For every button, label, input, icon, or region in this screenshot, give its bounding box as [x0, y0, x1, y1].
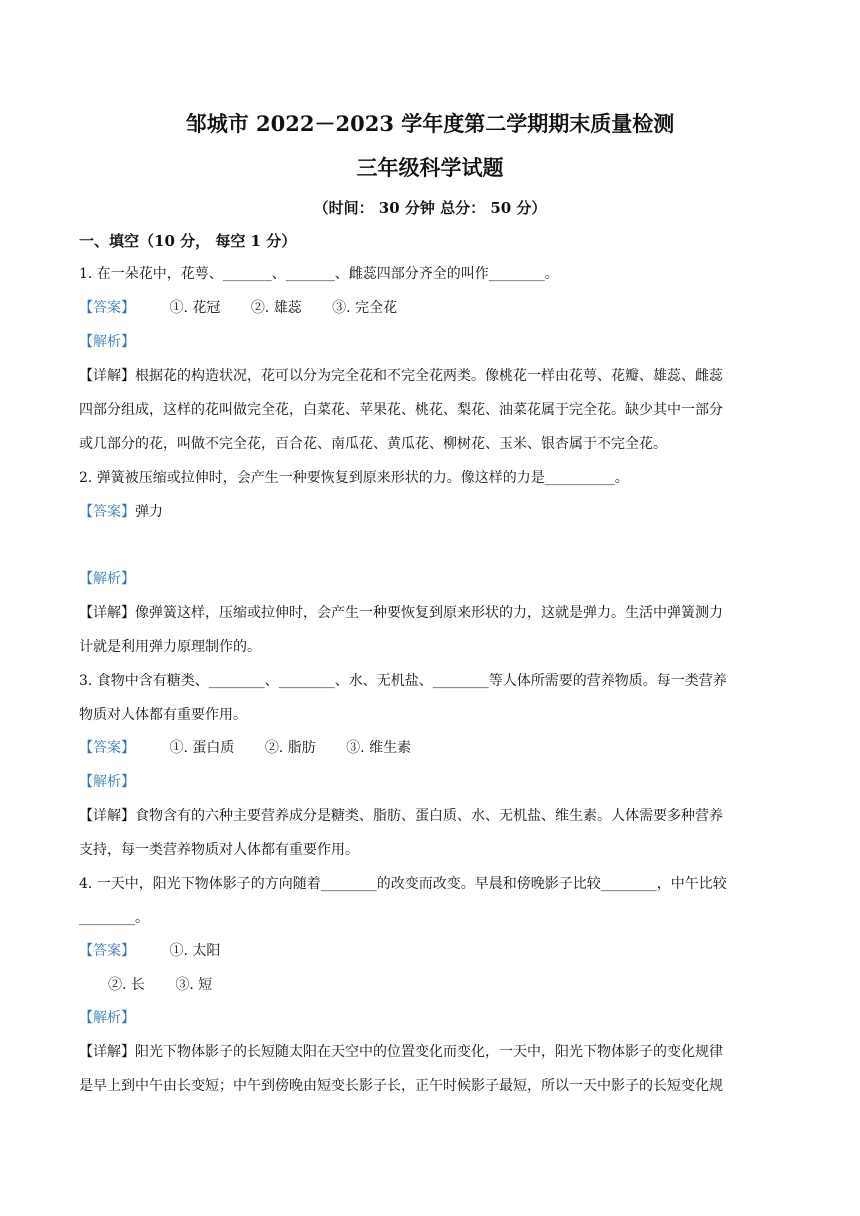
q4-analysis-label: 【解析】 [79, 1010, 135, 1026]
exam-meta: （时间： 30 分钟 总分： 50 分） [313, 199, 547, 217]
q4-answer-row-2 [108, 975, 212, 995]
detail-label: 【详解】 [79, 368, 135, 384]
q3-analysis-label: 【解析】 [79, 774, 135, 790]
q2-detail-line-1: 【详解】像弹簧这样，压缩或拉伸时，会产生一种要恢复到原来形状的力，这就是弹力。生活中弹簧测力 [79, 605, 723, 621]
q3-detail-line-2: 支持，每一类营养物质对人体都有重要作用。 [79, 842, 359, 858]
question-3-line-2: 物质对人体都有重要作用。 [79, 707, 247, 723]
q4-answer-row [79, 941, 220, 961]
q1-detail-line-3: 或几部分的花，叫做不完全花，百合花、南瓜花、黄瓜花、柳树花、玉米、银杏属于不完全花。 [79, 436, 667, 452]
document-subtitle: 三年级科学试题 [356, 155, 504, 180]
q2-detail-line-2: 计就是利用弹力原理制作的。 [79, 639, 261, 655]
document-title: 邹城市 2022－2023 学年度第二学期期末质量检测 [185, 111, 675, 136]
q1-option-2: ②. 雄蕊 [250, 300, 302, 316]
answer-label: 【答案】 [79, 504, 135, 520]
q3-option-2: ②. 脂肪 [264, 740, 316, 756]
q4-detail-line-1: 【详解】阳光下物体影子的长短随太阳在天空中的位置变化而变化，一天中，阳光下物体影子的变化规律 [79, 1044, 723, 1060]
q2-answer-row [79, 502, 163, 522]
q3-detail-line-1: 【详解】食物含有的六种主要营养成分是糖类、脂肪、蛋白质、水、无机盐、维生素。人体需要多种营养 [79, 808, 723, 824]
q1-option-3: ③. 完全花 [332, 300, 398, 316]
q4-detail-line-2: 是早上到中午由长变短；中午到傍晚由短变长影子长，正午时候影子最短，所以一天中影子的长短变化规 [79, 1078, 723, 1094]
q1-option-1: ①. 花冠 [169, 300, 221, 316]
detail-label: 【详解】 [79, 808, 135, 824]
q1-detail-line-1: 【详解】根据花的构造状况，花可以分为完全花和不完全花两类。像桃花一样由花萼、花瓣、雄蕊、雌蕊 [79, 368, 723, 384]
q3-option-1: ①. 蛋白质 [169, 740, 235, 756]
q2-analysis-label: 【解析】 [79, 571, 135, 587]
q2-answer: 弹力 [135, 504, 163, 520]
q1-analysis-label: 【解析】 [79, 334, 135, 350]
answer-label: 【答案】 [79, 740, 135, 756]
q4-option-2: ②. 长 [108, 977, 145, 993]
q4-option-3: ③. 短 [175, 977, 213, 993]
answer-label: 【答案】 [79, 943, 135, 959]
q3-answer-row [79, 738, 411, 758]
question-4-line-2: ________。 [79, 910, 149, 926]
detail-label: 【详解】 [79, 605, 135, 621]
question-2: 2. 弹簧被压缩或拉伸时，会产生一种要恢复到原来形状的力。像这样的力是__________。 [79, 470, 629, 486]
question-3-line-1: 3. 食物中含有糖类、________、________、水、无机盐、________等人体所需要的营养物质。每一类营养 [79, 673, 727, 689]
question-1: 1. 在一朵花中，花萼、_______、_______、雌蕊四部分齐全的叫作________。 [79, 266, 559, 282]
q4-option-1: ①. 太阳 [169, 943, 221, 959]
q1-detail-line-2: 四部分组成，这样的花叫做完全花，白菜花、苹果花、桃花、梨花、油菜花属于完全花。缺少其中一部分 [79, 402, 723, 418]
detail-label: 【详解】 [79, 1044, 135, 1060]
q1-answer-row [79, 298, 397, 318]
answer-label: 【答案】 [79, 300, 135, 316]
question-4-line-1: 4. 一天中，阳光下物体影子的方向随着________的改变而改变。早晨和傍晚影子比较________，中午比较 [79, 876, 727, 892]
section-heading: 一、填空（10 分， 每空 1 分） [79, 232, 297, 250]
q3-option-3: ③. 维生素 [346, 740, 412, 756]
